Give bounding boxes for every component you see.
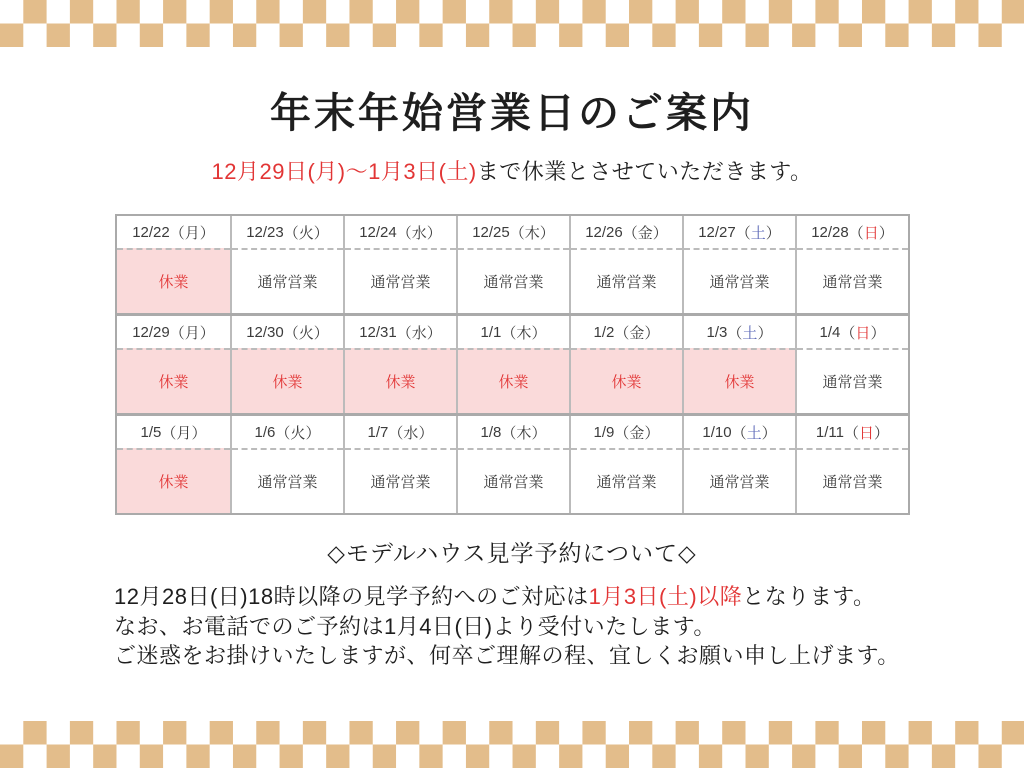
date-header-cell xyxy=(458,416,569,448)
date-header-cell xyxy=(684,316,795,348)
status-cell-closed: 休業 xyxy=(117,448,230,513)
date-header-cell xyxy=(345,416,456,448)
date-header-cell xyxy=(345,316,456,348)
day-of-week-label: 土 xyxy=(750,224,766,242)
date-header-cell xyxy=(232,416,343,448)
status-cell-closed: 休業 xyxy=(684,348,795,413)
paren-open: （ xyxy=(727,324,743,342)
day-of-week-label: 火 xyxy=(290,424,306,442)
day-of-week-label: 金 xyxy=(637,224,653,242)
paren-open: （ xyxy=(169,324,185,342)
week-row-group xyxy=(117,413,908,513)
paren-open: （ xyxy=(396,224,412,242)
date-label: 12/31 xyxy=(359,323,397,341)
day-column xyxy=(343,216,456,313)
paren-open: （ xyxy=(388,424,404,442)
paren-close: ） xyxy=(757,324,773,342)
day-of-week-label: 月 xyxy=(184,324,200,342)
day-of-week-label: 月 xyxy=(176,424,192,442)
day-column xyxy=(117,216,230,313)
checker-border-bottom xyxy=(0,721,1024,768)
date-label: 1/8 xyxy=(480,423,502,441)
date-label: 12/23 xyxy=(246,223,284,241)
day-of-week-label: 土 xyxy=(742,324,758,342)
date-header-cell xyxy=(571,416,682,448)
status-cell-closed: 休業 xyxy=(117,248,230,313)
day-column xyxy=(569,216,682,313)
date-header-cell xyxy=(117,216,230,248)
status-cell-open: 通常営業 xyxy=(345,248,456,313)
note-line xyxy=(114,582,924,612)
date-label: 12/24 xyxy=(359,223,397,241)
date-header-cell xyxy=(571,316,682,348)
status-cell-open: 通常営業 xyxy=(797,348,908,413)
paren-close: ） xyxy=(313,324,329,342)
date-label: 12/29 xyxy=(132,323,170,341)
day-of-week-label: 日 xyxy=(859,424,875,442)
paren-open: （ xyxy=(169,224,185,242)
date-label: 1/6 xyxy=(254,423,276,441)
status-cell-closed: 休業 xyxy=(571,348,682,413)
day-column xyxy=(230,316,343,413)
day-of-week-label: 水 xyxy=(403,424,419,442)
paren-close: ） xyxy=(765,224,781,242)
status-cell-open: 通常営業 xyxy=(458,448,569,513)
status-cell-open: 通常営業 xyxy=(571,248,682,313)
status-cell-open: 通常営業 xyxy=(571,448,682,513)
date-header-cell xyxy=(458,316,569,348)
paren-close: ） xyxy=(418,424,434,442)
paren-open: （ xyxy=(161,424,177,442)
date-label: 12/25 xyxy=(472,223,510,241)
day-column xyxy=(795,316,908,413)
paren-close: ） xyxy=(870,324,886,342)
day-column xyxy=(682,416,795,513)
paren-close: ） xyxy=(199,224,215,242)
day-column xyxy=(117,416,230,513)
paren-open: （ xyxy=(848,224,864,242)
day-column xyxy=(343,316,456,413)
note-line xyxy=(114,641,924,671)
day-column xyxy=(456,216,569,313)
checker-border-top xyxy=(0,0,1024,47)
paren-close: ） xyxy=(313,224,329,242)
closure-summary-rest: まで休業とさせていただきます。 xyxy=(476,159,813,184)
paren-close: ） xyxy=(644,324,660,342)
day-column xyxy=(230,416,343,513)
week-row-group xyxy=(117,216,908,313)
date-header-cell xyxy=(797,316,908,348)
date-header-cell xyxy=(797,216,908,248)
date-label: 1/4 xyxy=(819,323,841,341)
paren-open: （ xyxy=(501,424,517,442)
date-header-cell xyxy=(117,416,230,448)
paren-open: （ xyxy=(844,424,860,442)
status-cell-open: 通常営業 xyxy=(797,448,908,513)
status-cell-open: 通常営業 xyxy=(232,248,343,313)
date-header-cell xyxy=(458,216,569,248)
status-cell-closed: 休業 xyxy=(117,348,230,413)
date-label: 1/5 xyxy=(140,423,162,441)
section-heading: ◇モデルハウス見学予約について◇ xyxy=(327,540,697,566)
paren-open: （ xyxy=(840,324,856,342)
paren-close: ） xyxy=(539,224,555,242)
paren-close: ） xyxy=(305,424,321,442)
date-header-cell xyxy=(117,316,230,348)
date-label: 1/9 xyxy=(593,423,615,441)
note-text: 12月28日(日)18時以降の見学予約へのご対応は xyxy=(114,584,589,609)
status-cell-open: 通常営業 xyxy=(345,448,456,513)
day-of-week-label: 日 xyxy=(863,224,879,242)
paren-open: （ xyxy=(275,424,291,442)
note-text: なお、お電話でのご予約は1月4日(日)より受付いたします。 xyxy=(114,613,716,639)
paren-close: ） xyxy=(652,224,668,242)
day-column xyxy=(795,216,908,313)
status-cell-open: 通常営業 xyxy=(458,248,569,313)
date-label: 12/27 xyxy=(698,223,736,241)
status-cell-open: 通常営業 xyxy=(797,248,908,313)
paren-open: （ xyxy=(735,224,751,242)
day-of-week-label: 木 xyxy=(524,224,540,242)
day-of-week-label: 水 xyxy=(411,224,427,242)
schedule-table xyxy=(115,214,910,515)
status-cell-closed: 休業 xyxy=(345,348,456,413)
notes-block xyxy=(114,582,924,671)
day-of-week-label: 火 xyxy=(298,224,314,242)
day-of-week-label: 木 xyxy=(516,424,532,442)
paren-open: （ xyxy=(283,224,299,242)
status-cell-open: 通常営業 xyxy=(684,448,795,513)
paren-open: （ xyxy=(509,224,525,242)
paren-close: ） xyxy=(644,424,660,442)
date-header-cell xyxy=(232,216,343,248)
date-label: 12/26 xyxy=(585,223,623,241)
note-text: となります。 xyxy=(742,584,876,609)
day-column xyxy=(456,416,569,513)
date-header-cell xyxy=(684,416,795,448)
status-cell-open: 通常営業 xyxy=(232,448,343,513)
day-column xyxy=(569,416,682,513)
day-column xyxy=(682,216,795,313)
day-column xyxy=(230,216,343,313)
day-of-week-label: 土 xyxy=(746,424,762,442)
paren-close: ） xyxy=(199,324,215,342)
closure-summary xyxy=(0,155,1024,186)
paren-open: （ xyxy=(614,324,630,342)
date-label: 1/10 xyxy=(702,423,732,441)
day-column xyxy=(795,416,908,513)
paren-close: ） xyxy=(426,224,442,242)
date-label: 12/22 xyxy=(132,223,170,241)
date-header-cell xyxy=(684,216,795,248)
date-label: 1/1 xyxy=(480,323,502,341)
status-cell-closed: 休業 xyxy=(232,348,343,413)
paren-open: （ xyxy=(731,424,747,442)
day-column xyxy=(117,316,230,413)
paren-open: （ xyxy=(614,424,630,442)
date-label: 1/7 xyxy=(367,423,389,441)
week-row-group xyxy=(117,313,908,413)
day-column xyxy=(682,316,795,413)
paren-close: ） xyxy=(874,424,890,442)
status-cell-open: 通常営業 xyxy=(684,248,795,313)
page-title: 年末年始営業日のご案内 xyxy=(270,90,754,136)
date-label: 1/3 xyxy=(706,323,728,341)
date-header-cell xyxy=(345,216,456,248)
paren-close: ） xyxy=(426,324,442,342)
day-column xyxy=(569,316,682,413)
date-label: 12/28 xyxy=(811,223,849,241)
paren-open: （ xyxy=(501,324,517,342)
date-header-cell xyxy=(797,416,908,448)
day-of-week-label: 木 xyxy=(516,324,532,342)
paren-close: ） xyxy=(761,424,777,442)
day-of-week-label: 月 xyxy=(184,224,200,242)
note-text: ご迷惑をお掛けいたしますが、何卒ご理解の程、宜しくお願い申し上げます。 xyxy=(114,643,900,668)
day-column xyxy=(456,316,569,413)
day-column xyxy=(343,416,456,513)
closure-period-highlight: 12月29日(月)～1月3日(土) xyxy=(211,159,477,184)
day-of-week-label: 火 xyxy=(298,324,314,342)
date-label: 12/30 xyxy=(246,323,284,341)
day-of-week-label: 水 xyxy=(411,324,427,342)
paren-close: ） xyxy=(191,424,207,442)
note-line xyxy=(114,612,924,642)
day-of-week-label: 金 xyxy=(629,424,645,442)
paren-open: （ xyxy=(283,324,299,342)
status-cell-closed: 休業 xyxy=(458,348,569,413)
paren-close: ） xyxy=(531,324,547,342)
note-highlight: 1月3日(土)以降 xyxy=(588,584,743,609)
day-of-week-label: 金 xyxy=(629,324,645,342)
day-of-week-label: 日 xyxy=(855,324,871,342)
paren-close: ） xyxy=(531,424,547,442)
paren-open: （ xyxy=(396,324,412,342)
paren-close: ） xyxy=(878,224,894,242)
date-label: 1/11 xyxy=(815,423,845,441)
date-header-cell xyxy=(232,316,343,348)
date-header-cell xyxy=(571,216,682,248)
date-label: 1/2 xyxy=(593,323,615,341)
paren-open: （ xyxy=(622,224,638,242)
